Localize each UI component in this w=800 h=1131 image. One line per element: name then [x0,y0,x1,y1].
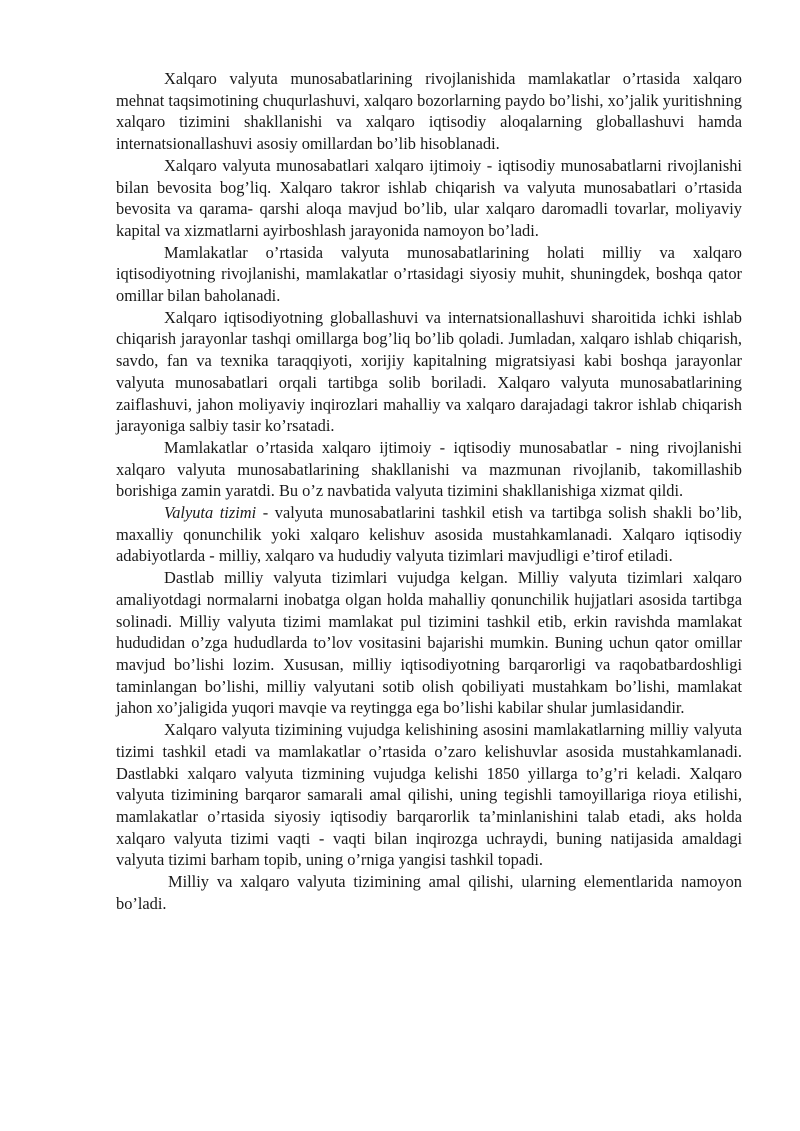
paragraph-4: Xalqaro iqtisodiyotning globallashuvi va internatsionallashuvi sharoitida ichki ishlab chiqarish jarayonlar tashqi omillarga bog’liq bo’lib qoladi. Jumladan, xalqaro ishlab chiqarish, savdo, fan va texnika taraqqiyoti, xorijiy kapitalning migratsiyasi kabi boshqa jarayonlar valyuta munosabatlari orqali tartibga solib boriladi. Xalqaro valyuta munosabatlarining zaiflashuvi, jahon moliyaviy inqirozlari mahalliy va xalqaro darajadagi takror ishlab chiqarish jarayoniga salbiy tasir ko’rsatadi. [116,307,742,436]
definition-text: - valyuta munosabatlarini tashkil etish va tartibga solish shakli bo’lib, maxalliy qonunchilik yoki xalqaro kelishuv asosida mustahkamlanadi. Xalqaro iqtisodiy adabiyotlarda - milliy, xalqaro va hududiy valyuta tizimlari mavjudligi e’tirof etiladi. [116,503,742,566]
paragraph-1: Xalqaro valyuta munosabatlarining rivojlanishida mamlakatlar o’rtasida xalqaro mehnat taqsimotining chuqurlashuvi, xalqaro bozorlarning paydo bo’lishi, xo’jalik yuritishning xalqaro tizimini shakllanishi va xalqaro iqtisodiy aloqalarning globallashuvi hamda internatsionallashuvi asosiy omillardan bo’lib hisoblanadi. [116,69,742,154]
paragraph-3: Mamlakatlar o’rtasida valyuta munosabatlarining holati milliy va xalqaro iqtisodiyotning rivojlanishi, mamlakatlar o’rtasidagi siyosiy muhit, shuningdek, boshqa qator omillar bilan baholanadi. [116,242,742,306]
paragraph-8: Xalqaro valyuta tizimining vujudga kelishining asosini mamlakatlarning milliy valyuta tizimi tashkil etadi va mamlakatlar o’rtasida o’zaro kelishuvlar asosida mustahkamlanadi. Dastlabki xalqaro valyuta tizmining vujudga kelishi 1850 yillarga to’g’ri keladi. Xalqaro valyuta tizimining barqaror samarali amal qilishi, uning tegishli tamoyillariga rioya etilishi, mamlakatlar o’rtasida siyosiy iqtisodiy barqarorlik ta’minlanishini talab etadi, aks holda xalqaro valyuta tizimi vaqti - vaqti bilan inqirozga uchraydi, buning natijasida amaldagi valyuta tizimi barham topib, uning o’rniga yangisi tashkil topadi. [116,720,742,870]
definition-paragraph [116,502,742,567]
paragraph-2: Xalqaro valyuta munosabatlari xalqaro ijtimoiy - iqtisodiy munosabatlarni rivojlanishi bilan bevosita bog’liq. Xalqaro takror ishlab chiqarish va valyuta munosabatlari o’rtasida bevosita va qarama- qarshi aloqa mavjud bo’lib, ular xalqaro daromadli tovarlar, moliyaviy kapital va xizmatlarni ayirboshlash jarayonida namoyon bo’ladi. [116,155,742,240]
paragraph-7: Dastlab milliy valyuta tizimlari vujudga kelgan. Milliy valyuta tizimlari xalqaro amaliyotdagi normalarni inobatga olgan holda mahalliy qonunchilik hujjatlari asosida tartibga solinadi. Milliy valyuta tizimi mamlakat pul tizimini tashkil etib, erkin ravishda mamlakat hududidan o’zga hududlarda to’lov vositasini bajarishi mumkin. Buning uchun qator omillar mavjud bo’lishi lozim. Xususan, milliy iqtisodiyotning barqarorligi va raqobatbardoshligi taminlangan bo’lishi, milliy valyutani sotib olish qobiliyati mustahkam bo’lishi, mamlakat jahon xo’jaligida yuqori mavqie va reytingga ega bo’lishi kabilar shular jumlasidandir. [116,568,742,718]
document-page [116,68,742,914]
definition-term: Valyuta tizimi [164,503,257,523]
paragraph-5: Mamlakatlar o’rtasida xalqaro ijtimoiy - iqtisodiy munosabatlar - ning rivojlanishi xalqaro valyuta munosabatlarining shakllanishi va mazmunan rivojlanib, takomillashib borishiga zamin yaratdi. Bu o’z navbatida valyuta tizimini shakllanishiga xizmat qildi. [116,437,742,501]
paragraph-9: Milliy va xalqaro valyuta tizimining amal qilishi, ularning elementlarida namoyon bo’ladi. [116,872,742,913]
